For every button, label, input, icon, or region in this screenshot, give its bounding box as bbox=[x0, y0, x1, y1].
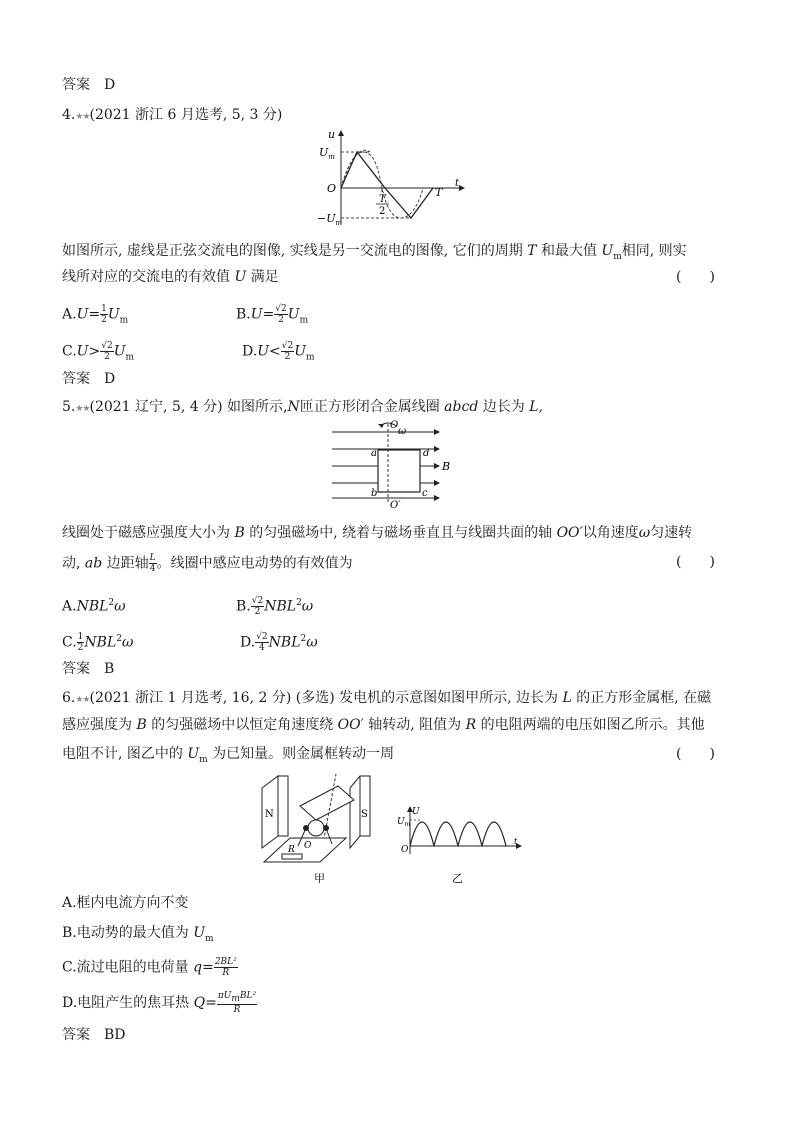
fig-b-field-label: B bbox=[442, 460, 451, 473]
fig-t-axis-label: t bbox=[455, 178, 460, 189]
fig-caption-yi: 乙 bbox=[452, 872, 463, 885]
q5-answer: 答案 B bbox=[62, 661, 115, 677]
q6-stem-line2: 感应强度为 B 的匀强磁场中以恒定角速度绕 OO′ 轴转动, 阻值为 R 的电阻两端的电压如图乙所示。其他 bbox=[62, 717, 705, 733]
difficulty-stars-icon: ★★ bbox=[75, 112, 90, 122]
q4-option-c: C.U> $\frac{√2}{2}$ $U_m$ bbox=[62, 341, 135, 363]
fig-um-label: $U_m$ bbox=[319, 146, 335, 161]
fig-origin: O bbox=[401, 845, 409, 855]
fig-half-t-den: 2 bbox=[379, 206, 386, 217]
q4-waveform-figure bbox=[315, 128, 465, 228]
q5-option-d: D. $\frac{√2}{4}$ NBL$^2$ω bbox=[240, 632, 318, 654]
q6-option-a: A.框内电流方向不变 bbox=[62, 895, 189, 911]
fig-corner-c: c bbox=[422, 488, 428, 499]
fig-t-period-label: T bbox=[435, 186, 443, 199]
q3-answer: 答案 D bbox=[62, 77, 116, 93]
q6-option-c: C.流过电阻的电荷量 q= $\frac{\text{2BL²}}{R}$ bbox=[62, 957, 237, 978]
fig-u-label: u bbox=[328, 128, 336, 141]
fig-half-t-num: T bbox=[379, 194, 386, 205]
q5-header: 5.★★(2021 辽宁, 5, 4 分) 如图所示,N匝正方形闭合金属线圈 abcd 边长为 L, bbox=[62, 399, 543, 415]
difficulty-stars-icon: ★★ bbox=[75, 404, 90, 414]
fig-corner-a: a bbox=[371, 448, 377, 459]
q6-stem-line1: 6.★★(2021 浙江 1 月选考, 16, 2 分) (多选) 发电机的示意图如图甲所示, 边长为 L 的正方形金属框, 在磁 bbox=[62, 690, 712, 706]
q6-answer: 答案 BD bbox=[62, 1027, 126, 1043]
fig-n-pole: N bbox=[265, 809, 274, 820]
fig-corner-d: d bbox=[423, 448, 430, 459]
fig-t-axis: t bbox=[514, 837, 518, 846]
q6-option-b: B.电动势的最大值为 $U_m$ bbox=[62, 925, 214, 944]
difficulty-stars-icon: ★★ bbox=[75, 695, 90, 705]
q5-answer-paren: ( ) bbox=[676, 554, 715, 570]
fig-neg-um-label: $-U_m$ bbox=[317, 212, 343, 227]
fig-u-axis: U bbox=[412, 807, 420, 817]
q4-answer-paren: ( ) bbox=[676, 269, 715, 285]
q5-stem-line2: 线圈处于磁感应强度大小为 B 的匀强磁场中, 绕着与磁场垂直且与线圈共面的轴 OO′以角速度ω匀速转 bbox=[62, 525, 693, 541]
fig-resistor-r: R bbox=[288, 845, 295, 855]
q4-option-d: D.U< $\frac{√2}{2}$ $U_m$ bbox=[242, 341, 315, 363]
fig-s-pole: S bbox=[361, 809, 368, 820]
q5-option-a: A.NBL$^2$ω bbox=[62, 598, 126, 615]
fig-o-axis: O bbox=[304, 841, 312, 851]
fig-um-level: $U_m$ bbox=[397, 817, 411, 828]
q5-option-c: C. $\frac{1}{2}$ NBL$^2$ω bbox=[62, 632, 134, 654]
q4-header bbox=[62, 106, 282, 126]
q5-stem-line3: 动, ab 边距轴 $\frac{L}{4}$ 。线圈中感应电动势的有效值为 bbox=[62, 553, 353, 574]
q4-stem-line2: 线所对应的交流电的有效值 U 满足 bbox=[62, 269, 279, 285]
q4-stem-line1: 如图所示, 虚线是正弦交流电的图像, 实线是另一交流电的图像, 它们的周期 T 和最大值 $U_m$相同, 则实 bbox=[62, 243, 687, 262]
q6-answer-paren: ( ) bbox=[676, 746, 715, 762]
q6-voltage-graph bbox=[396, 806, 526, 888]
fig-oprime-label: O′ bbox=[390, 500, 401, 511]
fig-o-label: O bbox=[390, 420, 399, 431]
q6-generator-figure bbox=[258, 772, 378, 884]
fig-origin-label: O bbox=[327, 182, 337, 195]
q4-answer: 答案 D bbox=[62, 371, 116, 387]
q6-option-d: D.电阻产生的焦耳热 Q= $\frac{\pi U_mBL^2}{R}$ bbox=[62, 991, 257, 1015]
q4-option-a: A.U= $\frac{1}{2}$ $U_m$ bbox=[62, 304, 129, 326]
q5-number: 5. bbox=[62, 399, 76, 415]
q5-coil-figure bbox=[330, 420, 460, 511]
q4-source: (2021 浙江 6 月选考, 5, 3 分) bbox=[89, 107, 283, 123]
q4-number: 4. bbox=[62, 107, 76, 123]
fig-caption-jia: 甲 bbox=[314, 872, 325, 885]
fig-corner-b: b bbox=[371, 488, 378, 499]
fig-omega-label: ω bbox=[398, 426, 407, 437]
q5-option-b: B. $\frac{√2}{2}$ NBL$^2$ω bbox=[236, 596, 314, 618]
q6-stem-line3: 电阻不计, 图乙中的 $U_m$ 为已知量。则金属框转动一周 bbox=[62, 746, 395, 765]
q4-option-b: B.U= $\frac{√2}{2}$ $U_m$ bbox=[236, 304, 309, 326]
